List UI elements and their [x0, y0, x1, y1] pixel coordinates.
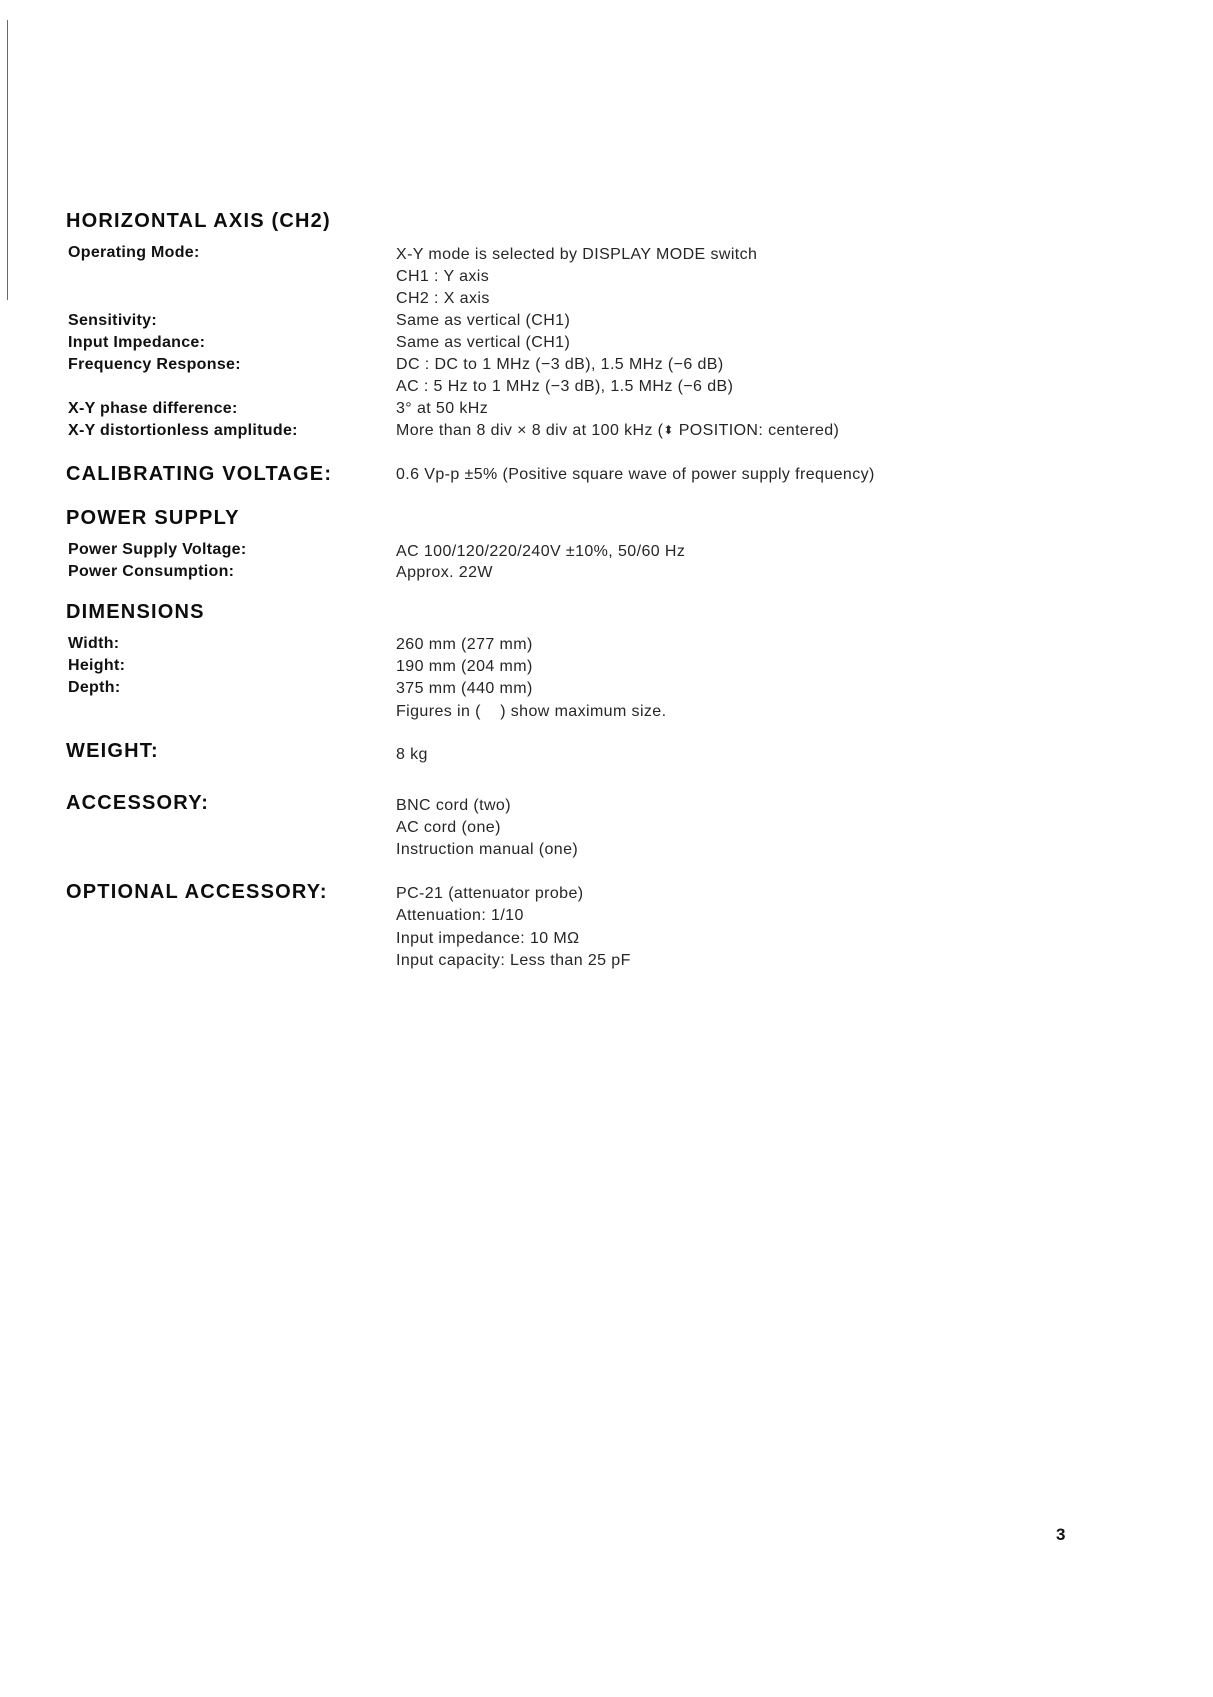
operating-mode-value-line: CH2 : X axis	[396, 290, 490, 307]
section-heading-dimensions: DIMENSIONS	[66, 601, 205, 623]
depth-label: Depth:	[68, 679, 121, 696]
optional-accessory-item: PC-21 (attenuator probe)	[396, 885, 584, 902]
optional-accessory-item: Attenuation: 1/10	[396, 907, 524, 924]
section-heading-optional-accessory: OPTIONAL ACCESSORY:	[66, 881, 328, 903]
frequency-response-label: Frequency Response:	[68, 356, 241, 373]
width-label: Width:	[68, 635, 120, 652]
frequency-response-ac: AC : 5 Hz to 1 MHz (−3 dB), 1.5 MHz (−6 dB)	[396, 378, 734, 395]
weight-value: 8 kg	[396, 746, 428, 763]
input-impedance-label: Input Impedance:	[68, 334, 206, 351]
height-label: Height:	[68, 657, 126, 674]
height-value: 190 mm (204 mm)	[396, 658, 533, 675]
scan-margin-line	[7, 20, 8, 300]
phase-difference-label: X-Y phase difference:	[68, 400, 238, 417]
accessory-item: BNC cord (two)	[396, 797, 511, 814]
section-heading-power-supply: POWER SUPPLY	[66, 507, 240, 529]
section-heading-horizontal-axis: HORIZONTAL AXIS (CH2)	[66, 210, 331, 232]
operating-mode-label: Operating Mode:	[68, 244, 200, 261]
sensitivity-value: Same as vertical (CH1)	[396, 312, 571, 329]
accessory-item: Instruction manual (one)	[396, 841, 579, 858]
section-heading-accessory: ACCESSORY:	[66, 792, 210, 814]
power-consumption-label: Power Consumption:	[68, 563, 235, 580]
optional-accessory-item: Input capacity: Less than 25 pF	[396, 952, 631, 969]
calibrating-voltage-value: 0.6 Vp-p ±5% (Positive square wave of power supply frequency)	[396, 466, 875, 483]
distortionless-amplitude-value	[396, 422, 839, 440]
dimensions-note: Figures in ( ) show maximum size.	[396, 703, 667, 720]
operating-mode-value-line: CH1 : Y axis	[396, 268, 490, 285]
distortionless-text-before: More than 8 div × 8 div at 100 kHz (	[396, 422, 664, 439]
power-supply-voltage-label: Power Supply Voltage:	[68, 541, 247, 558]
page-number: 3	[1056, 1525, 1066, 1544]
depth-value: 375 mm (440 mm)	[396, 680, 533, 697]
optional-accessory-item: Input impedance: 10 MΩ	[396, 930, 580, 947]
section-heading-calibrating-voltage: CALIBRATING VOLTAGE:	[66, 463, 333, 485]
distortionless-text-after: POSITION: centered)	[673, 422, 840, 439]
operating-mode-value-line: X-Y mode is selected by DISPLAY MODE switch	[396, 246, 758, 263]
phase-difference-value: 3° at 50 kHz	[396, 400, 489, 417]
width-value: 260 mm (277 mm)	[396, 636, 533, 653]
section-heading-weight: WEIGHT:	[66, 740, 159, 762]
sensitivity-label: Sensitivity:	[68, 312, 157, 329]
frequency-response-dc: DC : DC to 1 MHz (−3 dB), 1.5 MHz (−6 dB)	[396, 356, 724, 373]
up-down-arrow-icon: ⬍	[663, 423, 674, 437]
power-supply-voltage-value: AC 100/120/220/240V ±10%, 50/60 Hz	[396, 543, 686, 560]
power-consumption-value: Approx. 22W	[396, 564, 493, 581]
distortionless-amplitude-label: X-Y distortionless amplitude:	[68, 422, 298, 439]
accessory-item: AC cord (one)	[396, 819, 501, 836]
input-impedance-value: Same as vertical (CH1)	[396, 334, 571, 351]
